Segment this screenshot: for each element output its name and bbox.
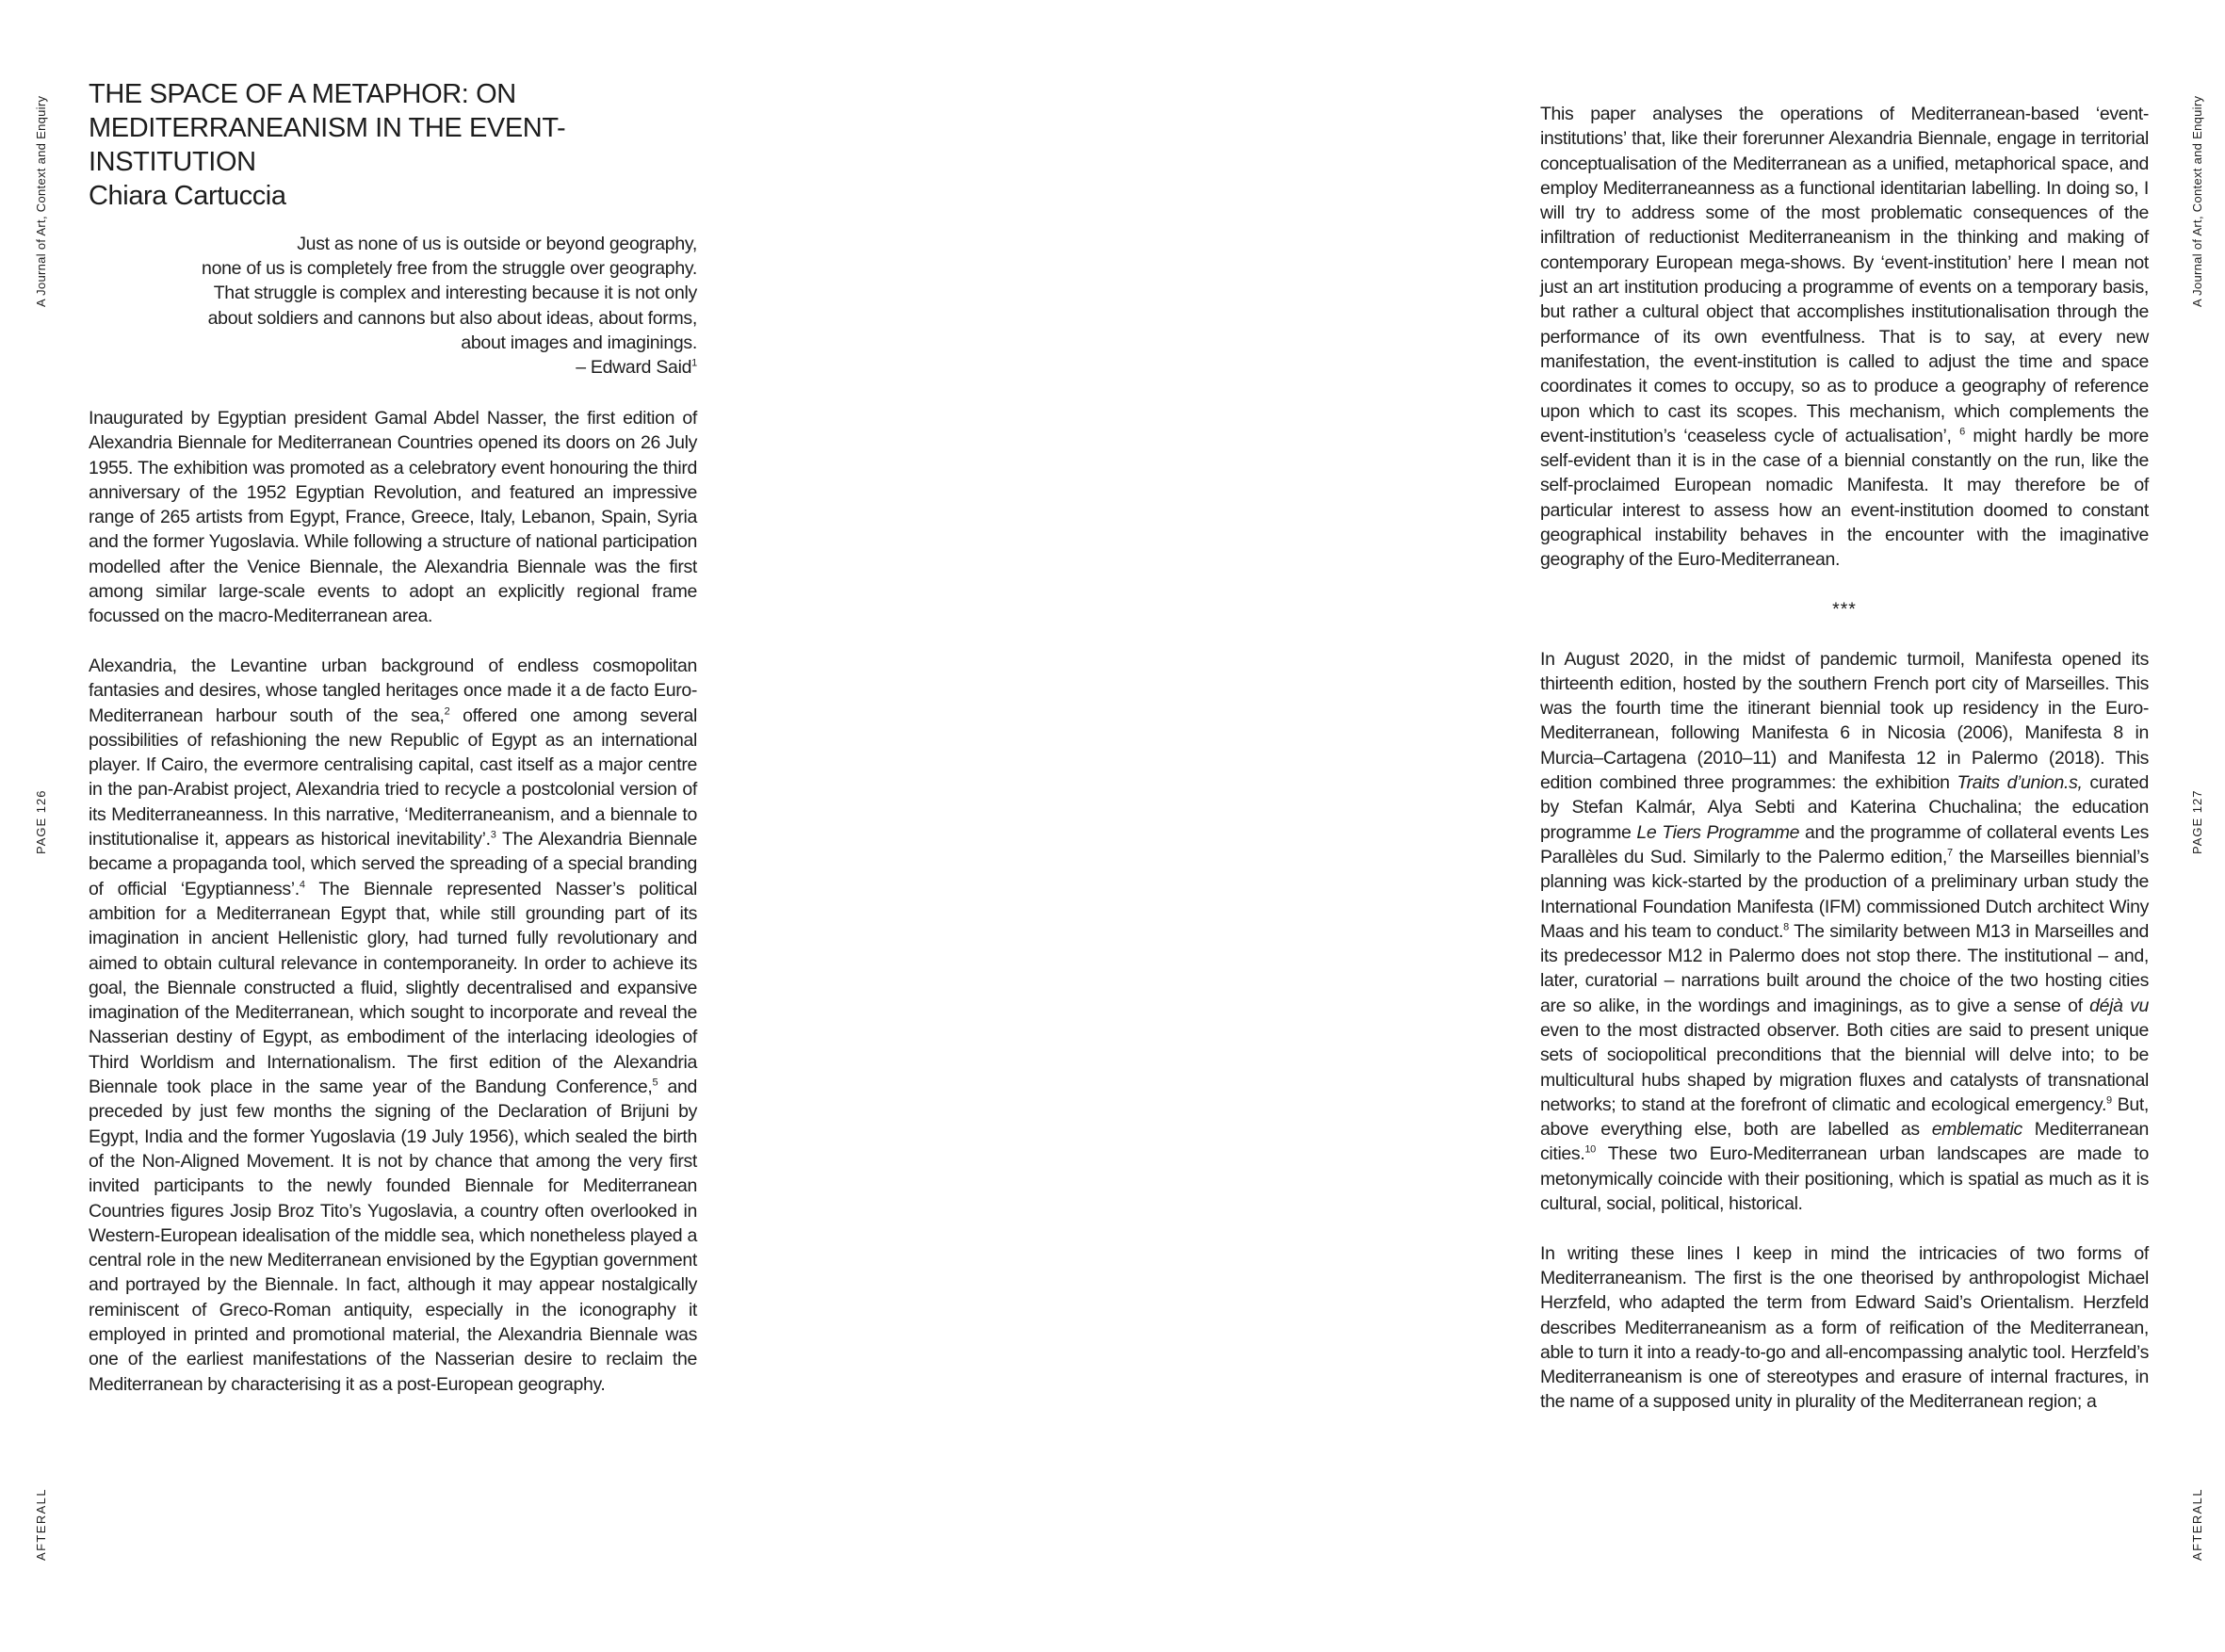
left-body-column xyxy=(89,406,697,1397)
article-title: THE SPACE OF A METAPHOR: ON MEDITERRANEANISM IN THE EVENT-INSTITUTION xyxy=(89,79,566,177)
body-text: and the programme of collateral events Les Parallèles du Sud. Similarly to the Palermo edition, xyxy=(1540,821,2149,867)
footnote-marker[interactable]: 7 xyxy=(1946,847,1953,859)
epigraph xyxy=(89,232,697,380)
epigraph-line: none of us is completely free from the struggle over geography. xyxy=(202,258,697,280)
body-text: These two Euro-Mediterranean urban landscapes are made to metonymically coincide with their positioning, which is spatial as much as it is cultural, social, political, historical. xyxy=(1540,1143,2149,1215)
body-text: The Biennale represented Nasser’s political ambition for a Mediterranean Egypt that, while still grounding part of its imagination in ancient Hellenistic glory, had turned fully revolutionary and aimed to obtain cultural relevance in contemporaneity. In order to achieve its goal, the Biennale constructed a fluid, slightly decentralised and expansive imagination of the Mediterranean, which sought to incorporate and reveal the Nasserian destiny of Egypt, as embodiment of the interlacing ideologies of Third Worldism and Internationalism. The first edition of the Alexandria Biennale took place in the same year of the Bandung Conference, xyxy=(89,878,697,1098)
epigraph-line: That struggle is complex and interesting because it is not only xyxy=(213,283,697,304)
body-text: The similarity between M13 in Marseilles and its predecessor M12 in Palermo does not stop there. The institutional – and, later, curatorial – narrations built around the choice of the two hosting cities are so alike, in the wordings and imaginings, as to give a sense of xyxy=(1540,920,2149,1016)
attribution-name: – Edward Said xyxy=(576,357,692,379)
right-page xyxy=(1112,0,2225,1652)
journal-tagline: A Journal of Art, Context and Enquiry xyxy=(34,95,48,307)
body-text: and preceded by just few months the signing of the Declaration of Brijuni by Egypt, India and the former Yugoslavia (19 July 1956), which sealed the birth of the Non-Aligned Movement. It is not by chance that among the very first invited participants to the newly founded Biennale for Mediterranean Countries figures Josip Broz Tito’s Yugoslavia, a country often overlooked in Western-European idealisation of the middle sea, which nonetheless played a central role in the new Mediterranean envisioned by the Egyptian government and portrayed by the Biennale. In fact, although it may appear nostalgically reminiscent of Greco-Roman antiquity, especially in the iconography it employed in printed and promotional material, the Alexandria Biennale was one of the earliest manifestations of the Nasserian desire to reclaim the Mediterranean by characterising it as a post-European geography. xyxy=(89,1077,697,1395)
body-text: offered one among several possibilities of refashioning the new Republic of Egypt as an international player. If Cairo, the evermore centralising capital, cast itself as a major centre in the pan-Arabist project, Alexandria tried to recycle a postcolonial version of its Mediterraneanness. In this narrative, ‘Mediterraneanism, and a biennale to institutionalise it, appears as historical inevitability’. xyxy=(89,705,697,850)
italic-title: déjà vu xyxy=(2089,995,2149,1016)
body-text: even to the most distracted observer. Both cities are said to present unique sets of sociopolitical preconditions that the biennial will delve into; to be multicultural hubs shaped by migration fluxes and catalysts of transnational networks; to stand at the forefront of climatic and ecological emergency. xyxy=(1540,1019,2149,1115)
left-page xyxy=(0,0,1112,1652)
body-text: Alexandria, the Levantine urban background of endless cosmopolitan fantasies and desires, whose tangled heritages once made it a de facto Euro-Mediterranean harbour south of the sea, xyxy=(89,655,697,726)
footnote-marker[interactable]: 6 xyxy=(1959,426,1965,438)
journal-tagline: A Journal of Art, Context and Enquiry xyxy=(2190,95,2204,307)
italic-title: emblematic xyxy=(1931,1119,2022,1141)
footnote-marker[interactable]: 8 xyxy=(1783,921,1789,933)
footnote-marker[interactable]: 1 xyxy=(691,357,697,369)
footnote-marker[interactable]: 9 xyxy=(2106,1094,2112,1107)
body-paragraph xyxy=(1540,1241,2149,1415)
footnote-marker[interactable]: 3 xyxy=(490,829,496,841)
body-text: curated by Stefan Kalmár, Alya Sebti and Katerina Chuchalina; the education programme xyxy=(1540,772,2149,843)
article-header xyxy=(89,77,654,213)
body-paragraph xyxy=(1540,102,2149,573)
epigraph-line: about images and imaginings. xyxy=(461,332,697,353)
body-text: In writing these lines I keep in mind the intricacies of two forms of Mediterraneanism. The first is the one theorised by anthropologist Michael Herzfeld, who adapted the term from Edward Said’s Orientalism. Herzfeld describes Mediterraneanism as a form of reification of the Mediterranean, able to turn it into a ready-to-go and all-encompassing analytic tool. Herzfeld’s Mediterraneanism is one of stereotypes and erasure of internal fractures, in the name of a supposed unity in plurality of the Mediterranean region; a xyxy=(1540,1242,2149,1413)
body-text: This paper analyses the operations of Mediterranean-based ‘event-institutions’ that, like their forerunner Alexandria Biennale, engage in territorial conceptualisation of the Mediterranean as a unified, metaphorical space, and employ Mediterraneanness as a functional identitarian labelling. In doing so, I will try to address some of the most problematic consequences of the infiltration of reductionist Mediterraneanism in the thinking and making of contemporary European mega-shows. By ‘event-institution’ here I mean not just an art institution producing a programme of events on a temporary basis, but rather a cultural object that accomplishes institutionalisation through the performance of its own eventfulness. That is to say, at every new manifestation, the event-institution is called to adjust the time and space coordinates it comes to occupy, so as to produce a geography of reference upon which to cast its scopes. This mechanism, which complements the event-institution’s ‘ceaseless cycle of actualisation’, xyxy=(1540,104,2149,446)
page-number-label: PAGE 127 xyxy=(2190,789,2204,854)
italic-title: Traits d’union.s, xyxy=(1957,772,2083,794)
body-text: But, above everything else, both are labelled as xyxy=(1540,1093,2149,1141)
body-text: might hardly be more self-evident than it is in the case of a biennial constantly on the run, like the self-proclaimed European nomadic Manifesta. It may therefore be of particular interest to assess how an event-institution doomed to constant geographical instability behaves in the encounter with the imaginative geography of the Euro-Mediterranean. xyxy=(1540,425,2150,571)
journal-brand: AFTERALL xyxy=(2190,1488,2204,1561)
footnote-marker[interactable]: 5 xyxy=(652,1077,658,1089)
body-paragraph xyxy=(89,406,697,629)
footnote-marker[interactable]: 2 xyxy=(444,705,450,718)
body-text: Inaugurated by Egyptian president Gamal Abdel Nasser, the first edition of Alexandria Biennale for Mediterranean Countries opened its doors on 26 July 1955. The exhibition was promoted as a celebratory event honouring the third anniversary of the 1952 Egyptian Revolution, and featured an impressive range of 265 artists from Egypt, France, Greece, Italy, Lebanon, Spain, Syria and the former Yugoslavia. While following a structure of national participation modelled after the Venice Biennale, the Alexandria Biennale was the first among similar large-scale events to adopt an explicitly regional frame focussed on the macro-Mediterranean area. xyxy=(89,408,697,627)
footnote-marker[interactable]: 4 xyxy=(299,879,305,891)
page-number-label: PAGE 126 xyxy=(34,789,48,854)
section-separator: *** xyxy=(1832,598,1857,620)
body-text: Mediterranean cities. xyxy=(1540,1119,2149,1165)
body-text: the Marseilles biennial’s planning was kick-started by the production of a preliminary urban study the International Foundation Manifesta (IFM) commissioned Dutch architect Winy Maas and his team to conduct. xyxy=(1540,846,2149,942)
body-paragraph xyxy=(89,654,697,1397)
epigraph-attribution xyxy=(89,355,697,380)
body-text: The Alexandria Biennale became a propaganda tool, which served the spreading of a special branding of official ‘Egyptianness’. xyxy=(89,829,697,899)
article-author: Chiara Cartuccia xyxy=(89,181,286,211)
right-body-column xyxy=(1540,102,2149,1415)
epigraph-line: about soldiers and cannons but also about ideas, about forms, xyxy=(207,307,697,329)
italic-title: Le Tiers Programme xyxy=(1636,821,1800,843)
body-text: In August 2020, in the midst of pandemic turmoil, Manifesta opened its thirteenth edition, hosted by the southern French port city of Marseilles. This was the fourth time the itinerant biennial took up residency in the Euro-Mediterranean, following Manifesta 6 in Nicosia (2006), Manifesta 8 in Murcia–Cartagena (2010–11) and Manifesta 12 in Palermo (2018). This edition combined three programmes: the exhibition xyxy=(1540,648,2149,794)
footnote-marker[interactable]: 10 xyxy=(1584,1143,1596,1156)
epigraph-line: Just as none of us is outside or beyond geography, xyxy=(297,234,697,254)
journal-brand: AFTERALL xyxy=(34,1488,48,1561)
body-paragraph xyxy=(1540,647,2149,1217)
